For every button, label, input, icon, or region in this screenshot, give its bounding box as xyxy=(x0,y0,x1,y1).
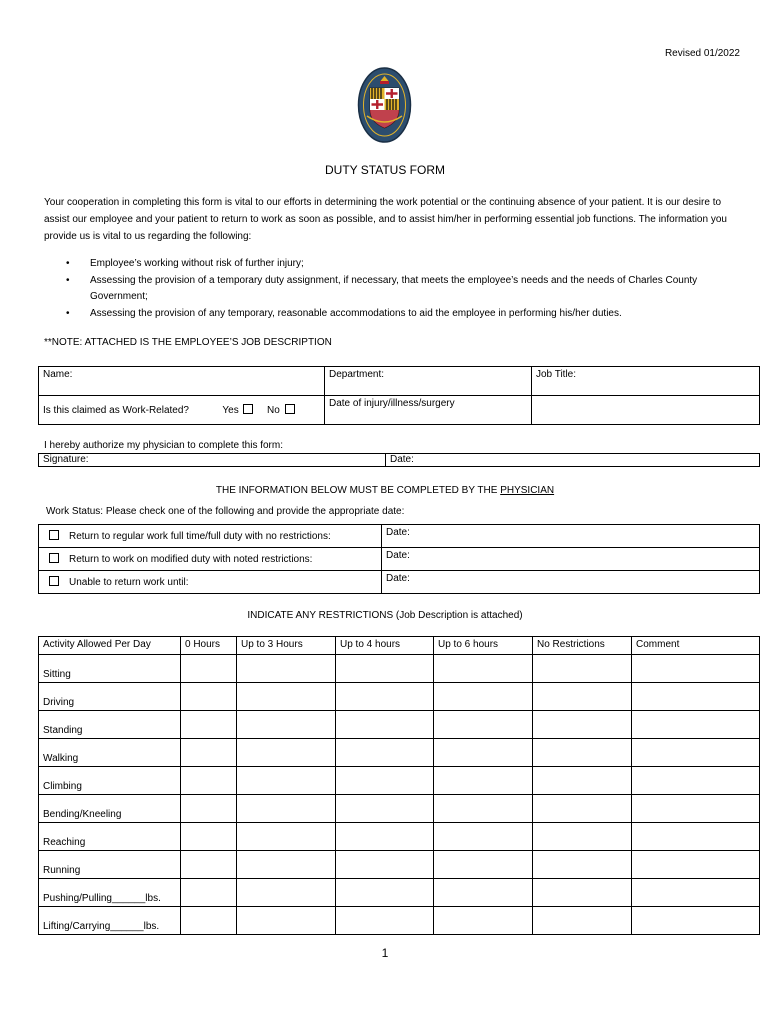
employee-info-table xyxy=(38,366,760,425)
restriction-cell[interactable] xyxy=(434,655,533,683)
physician-heading-text: THE INFORMATION BELOW MUST BE COMPLETED BY THE xyxy=(215,485,501,496)
restriction-cell[interactable] xyxy=(336,907,434,935)
department-field[interactable] xyxy=(325,367,532,396)
restriction-cell[interactable] xyxy=(434,851,533,879)
purpose-item: • Assessing the provision of any temporary, reasonable accommodations to aid the employee in performing his/her duties. xyxy=(66,306,726,323)
restriction-cell[interactable] xyxy=(533,739,632,767)
option-date-field[interactable] xyxy=(382,525,760,548)
restriction-cell[interactable] xyxy=(632,795,760,823)
option-date-label: Date: xyxy=(386,550,410,561)
table-row xyxy=(39,879,760,907)
restriction-cell[interactable] xyxy=(632,655,760,683)
column-header: Comment xyxy=(632,637,760,655)
table-row xyxy=(39,655,760,683)
table-row xyxy=(39,907,760,935)
signature-table xyxy=(38,453,760,467)
restriction-cell[interactable] xyxy=(434,795,533,823)
restrictions-table xyxy=(38,636,760,935)
restriction-cell[interactable] xyxy=(237,767,336,795)
restriction-cell[interactable] xyxy=(237,711,336,739)
activity-label: Driving xyxy=(39,683,181,711)
purpose-list xyxy=(66,256,726,322)
restriction-cell[interactable] xyxy=(434,767,533,795)
restriction-cell[interactable] xyxy=(632,767,760,795)
yes-checkbox[interactable] xyxy=(243,404,253,414)
purpose-item: • Assessing the provision of a temporary duty assignment, if necessary, that meets the employee’s needs and the needs of Charles County Government; xyxy=(66,273,726,306)
no-checkbox[interactable] xyxy=(285,404,295,414)
work-status-table xyxy=(38,524,760,594)
authorization-text: I hereby authorize my physician to complete this form: xyxy=(44,440,283,451)
work-related-cell xyxy=(39,396,325,425)
activity-label: Bending/Kneeling xyxy=(39,795,181,823)
restriction-cell[interactable] xyxy=(632,907,760,935)
activity-label: Running xyxy=(39,851,181,879)
restriction-cell[interactable] xyxy=(237,795,336,823)
table-row xyxy=(39,823,760,851)
restriction-cell[interactable] xyxy=(632,711,760,739)
no-label: No xyxy=(267,405,280,416)
restriction-cell[interactable] xyxy=(632,683,760,711)
restriction-cell[interactable] xyxy=(533,851,632,879)
physician-heading xyxy=(0,485,770,496)
activity-label: Pushing/Pulling______lbs. xyxy=(39,879,181,907)
restriction-cell[interactable] xyxy=(434,907,533,935)
restriction-cell[interactable] xyxy=(533,711,632,739)
column-header: No Restrictions xyxy=(533,637,632,655)
option-checkbox[interactable] xyxy=(49,576,59,586)
activity-label: Reaching xyxy=(39,823,181,851)
intro-paragraph: Your cooperation in completing this form is vital to our efforts in determining the work potential or the continuing absence of your patient. It is our desire to assist our employee and your patient to return to work as soon as possible, and to assist him/her in performing essential job functions. The information you provide us is vital to us regarding the following: xyxy=(44,197,727,242)
restriction-cell[interactable] xyxy=(181,739,237,767)
restriction-cell[interactable] xyxy=(632,739,760,767)
name-label: Name: xyxy=(43,369,73,380)
restriction-cell[interactable] xyxy=(336,711,434,739)
name-field[interactable] xyxy=(39,367,325,396)
restriction-cell[interactable] xyxy=(336,655,434,683)
table-row xyxy=(39,711,760,739)
restriction-cell[interactable] xyxy=(181,795,237,823)
restriction-cell[interactable] xyxy=(237,823,336,851)
signature-date-label: Date: xyxy=(390,454,414,465)
option-label: Unable to return work until: xyxy=(69,577,189,588)
option-date-label: Date: xyxy=(386,527,410,538)
restrictions-header-row xyxy=(39,637,760,655)
option-date-label: Date: xyxy=(386,573,410,584)
activity-label: Climbing xyxy=(39,767,181,795)
table-row xyxy=(39,851,760,879)
restriction-cell[interactable] xyxy=(434,683,533,711)
work-status-option[interactable] xyxy=(39,548,382,571)
restriction-cell[interactable] xyxy=(434,823,533,851)
restriction-cell[interactable] xyxy=(533,907,632,935)
restriction-cell[interactable] xyxy=(181,907,237,935)
restriction-cell[interactable] xyxy=(533,767,632,795)
restriction-cell[interactable] xyxy=(533,879,632,907)
restriction-cell[interactable] xyxy=(632,879,760,907)
column-header: Activity Allowed Per Day xyxy=(39,637,181,655)
restriction-cell[interactable] xyxy=(632,823,760,851)
injury-date-field[interactable] xyxy=(325,396,532,425)
revision-date: Revised 01/2022 xyxy=(664,48,740,59)
activity-label: Sitting xyxy=(39,655,181,683)
restriction-cell[interactable] xyxy=(181,823,237,851)
column-header: Up to 4 hours xyxy=(336,637,434,655)
restriction-cell[interactable] xyxy=(632,851,760,879)
restriction-cell[interactable] xyxy=(336,851,434,879)
column-header: Up to 6 hours xyxy=(434,637,533,655)
job-description-note: **NOTE: ATTACHED IS THE EMPLOYEE’S JOB DESCRIPTION xyxy=(44,337,332,348)
physician-heading-underlined: PHYSICIAN xyxy=(500,485,555,496)
blank-cell xyxy=(532,396,760,425)
signature-date-field[interactable] xyxy=(386,454,760,467)
restriction-cell[interactable] xyxy=(181,683,237,711)
work-status-option[interactable] xyxy=(39,525,382,548)
form-title: DUTY STATUS FORM xyxy=(325,163,445,177)
restriction-cell[interactable] xyxy=(336,823,434,851)
table-row xyxy=(39,739,760,767)
restriction-cell[interactable] xyxy=(237,739,336,767)
restriction-cell[interactable] xyxy=(181,655,237,683)
table-row xyxy=(39,795,760,823)
restriction-cell[interactable] xyxy=(336,739,434,767)
activity-label: Walking xyxy=(39,739,181,767)
restriction-cell[interactable] xyxy=(237,655,336,683)
restriction-cell[interactable] xyxy=(181,879,237,907)
restriction-cell[interactable] xyxy=(336,795,434,823)
work-related-label: Is this claimed as Work-Related? xyxy=(43,405,189,416)
table-row xyxy=(39,767,760,795)
option-date-field[interactable] xyxy=(382,548,760,571)
restriction-cell[interactable] xyxy=(533,823,632,851)
restriction-cell[interactable] xyxy=(237,851,336,879)
column-header: 0 Hours xyxy=(181,637,237,655)
restriction-cell[interactable] xyxy=(533,795,632,823)
yes-label: Yes xyxy=(222,405,239,416)
county-seal-logo xyxy=(357,66,412,144)
purpose-item: • Employee’s working without risk of further injury; xyxy=(66,256,726,273)
restriction-cell[interactable] xyxy=(336,767,434,795)
restriction-cell[interactable] xyxy=(181,711,237,739)
work-status-instruction: Work Status: Please check one of the following and provide the appropriate date: xyxy=(46,506,405,517)
job-title-label: Job Title: xyxy=(536,369,577,380)
restriction-cell[interactable] xyxy=(434,739,533,767)
restriction-cell[interactable] xyxy=(434,711,533,739)
option-label: Return to regular work full time/full duty with no restrictions: xyxy=(69,531,331,542)
page-number: 1 xyxy=(381,946,389,960)
restrictions-heading: INDICATE ANY RESTRICTIONS (Job Description is attached) xyxy=(247,610,523,621)
column-header: Up to 3 Hours xyxy=(237,637,336,655)
option-checkbox[interactable] xyxy=(49,530,59,540)
signature-label: Signature: xyxy=(43,454,89,465)
restriction-cell[interactable] xyxy=(181,851,237,879)
restriction-cell[interactable] xyxy=(434,879,533,907)
option-label: Return to work on modified duty with noted restrictions: xyxy=(69,554,313,565)
restriction-cell[interactable] xyxy=(181,767,237,795)
job-title-field[interactable] xyxy=(532,367,760,396)
restriction-cell[interactable] xyxy=(237,683,336,711)
restriction-cell[interactable] xyxy=(336,879,434,907)
table-row xyxy=(39,683,760,711)
restriction-cell[interactable] xyxy=(533,655,632,683)
restriction-cell[interactable] xyxy=(237,907,336,935)
activity-label: Lifting/Carrying______lbs. xyxy=(39,907,181,935)
signature-field[interactable] xyxy=(39,454,386,467)
option-checkbox[interactable] xyxy=(49,553,59,563)
option-date-field[interactable] xyxy=(382,571,760,594)
injury-date-label: Date of injury/illness/surgery xyxy=(329,398,455,409)
restriction-cell[interactable] xyxy=(533,683,632,711)
work-status-option[interactable] xyxy=(39,571,382,594)
department-label: Department: xyxy=(329,369,385,380)
restriction-cell[interactable] xyxy=(237,879,336,907)
restriction-cell[interactable] xyxy=(336,683,434,711)
activity-label: Standing xyxy=(39,711,181,739)
